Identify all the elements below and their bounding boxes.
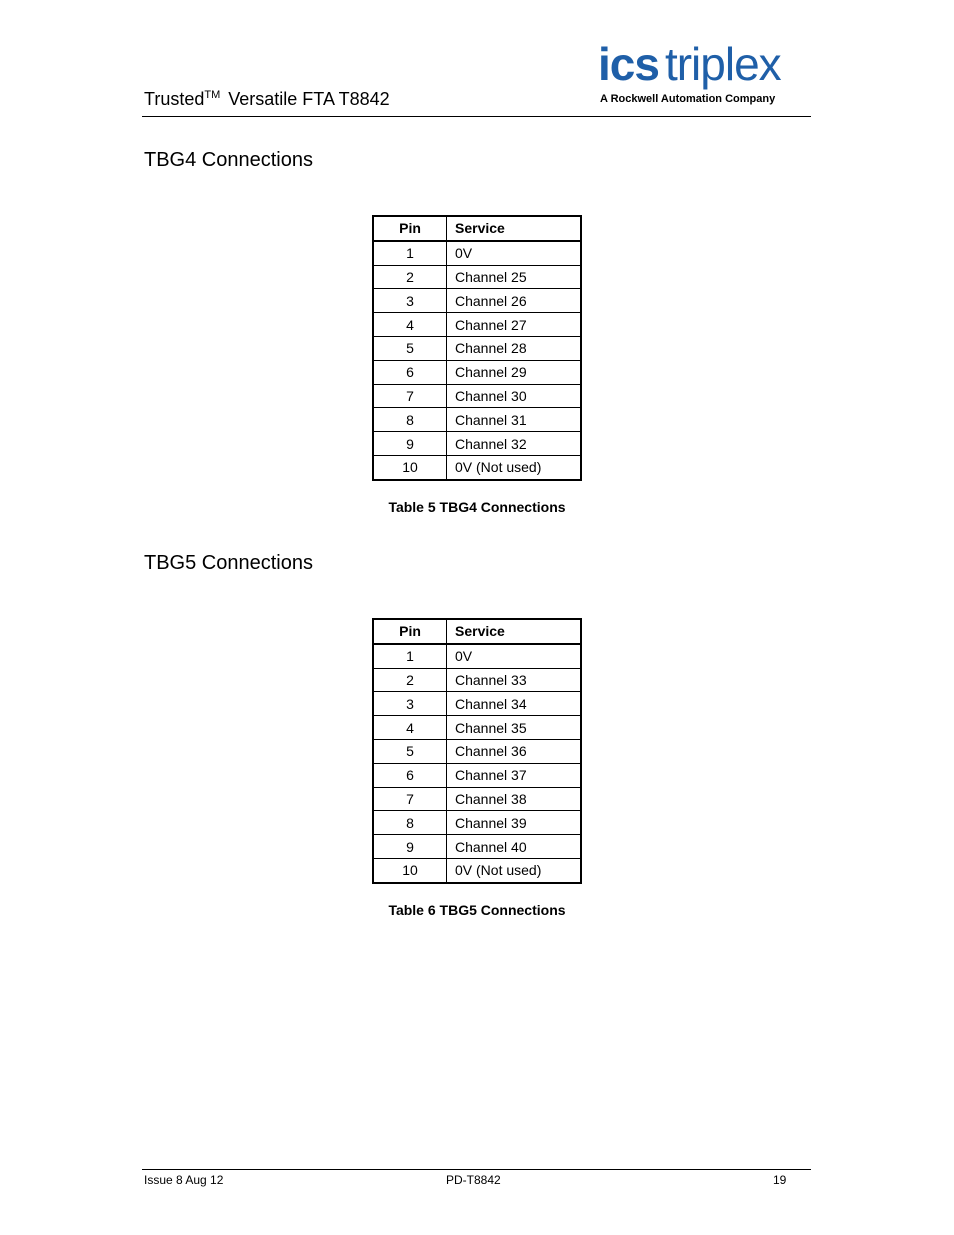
table-header-row (373, 619, 581, 644)
table-row (373, 835, 581, 859)
table-row (373, 313, 581, 337)
pin-cell: 3 (373, 289, 447, 313)
service-cell: Channel 36 (447, 739, 582, 763)
table-row (373, 408, 581, 432)
pin-cell: 10 (373, 858, 447, 882)
service-cell: Channel 27 (447, 313, 582, 337)
service-cell: Channel 31 (447, 408, 582, 432)
table-row (373, 716, 581, 740)
pin-cell: 10 (373, 455, 447, 479)
table-header-row (373, 216, 581, 241)
column-header-pin: Pin (373, 619, 447, 644)
logo-wordmark (598, 40, 781, 88)
pin-cell: 6 (373, 763, 447, 787)
pin-cell: 5 (373, 739, 447, 763)
pin-cell: 9 (373, 835, 447, 859)
header-divider (142, 116, 811, 117)
table-row (373, 360, 581, 384)
table-row (373, 432, 581, 456)
footer-page-number: 19 (773, 1173, 787, 1187)
table-row (373, 289, 581, 313)
pin-cell: 2 (373, 265, 447, 289)
table-row (373, 336, 581, 360)
service-cell: Channel 29 (447, 360, 582, 384)
section-heading-tbg4: TBG4 Connections (144, 149, 313, 171)
logo-ics-text: ics (598, 38, 659, 90)
footer-issue: Issue 8 Aug 12 (144, 1173, 224, 1187)
pin-cell: 7 (373, 787, 447, 811)
table-row (373, 692, 581, 716)
table-row (373, 811, 581, 835)
table-row (373, 739, 581, 763)
service-cell: Channel 34 (447, 692, 582, 716)
footer-divider (142, 1169, 811, 1170)
pin-cell: 1 (373, 644, 447, 668)
service-cell: Channel 25 (447, 265, 582, 289)
column-header-pin: Pin (373, 216, 447, 241)
table-row (373, 668, 581, 692)
header-title-product: Versatile FTA T8842 (228, 89, 390, 109)
service-cell: Channel 32 (447, 432, 582, 456)
table-row (373, 787, 581, 811)
header-title-trusted: Trusted (144, 89, 205, 109)
table-row (373, 265, 581, 289)
service-cell: 0V (447, 241, 582, 265)
service-cell: 0V (Not used) (447, 858, 582, 882)
table-row (373, 455, 581, 479)
service-cell: Channel 28 (447, 336, 582, 360)
trademark-mark: TM (204, 89, 221, 101)
table-caption-tbg5: Table 6 TBG5 Connections (388, 902, 566, 918)
column-header-service: Service (447, 619, 582, 644)
header-title (144, 88, 390, 110)
pin-cell: 4 (373, 716, 447, 740)
tbg4-connections-table (372, 215, 582, 481)
service-cell: Channel 30 (447, 384, 582, 408)
pin-cell: 2 (373, 668, 447, 692)
column-header-service: Service (447, 216, 582, 241)
table-row (373, 241, 581, 265)
service-cell: 0V (447, 644, 582, 668)
service-cell: Channel 37 (447, 763, 582, 787)
service-cell: Channel 40 (447, 835, 582, 859)
pin-cell: 4 (373, 313, 447, 337)
tbg5-connections-table (372, 618, 582, 884)
pin-cell: 1 (373, 241, 447, 265)
service-cell: Channel 38 (447, 787, 582, 811)
pin-cell: 8 (373, 811, 447, 835)
pin-cell: 6 (373, 360, 447, 384)
pin-cell: 8 (373, 408, 447, 432)
table-caption-tbg4: Table 5 TBG4 Connections (388, 499, 566, 515)
service-cell: Channel 26 (447, 289, 582, 313)
pin-cell: 9 (373, 432, 447, 456)
service-cell: Channel 35 (447, 716, 582, 740)
ics-triplex-logo (598, 40, 812, 110)
service-cell: Channel 33 (447, 668, 582, 692)
table-row (373, 644, 581, 668)
table-row (373, 858, 581, 882)
pin-cell: 7 (373, 384, 447, 408)
pin-cell: 5 (373, 336, 447, 360)
table-row (373, 384, 581, 408)
service-cell: Channel 39 (447, 811, 582, 835)
logo-triplex-text: triplex (664, 38, 781, 90)
service-cell: 0V (Not used) (447, 455, 582, 479)
table-row (373, 763, 581, 787)
logo-tagline: A Rockwell Automation Company (600, 93, 776, 105)
footer-doc-id: PD-T8842 (446, 1173, 501, 1187)
section-heading-tbg5: TBG5 Connections (144, 552, 313, 574)
pin-cell: 3 (373, 692, 447, 716)
